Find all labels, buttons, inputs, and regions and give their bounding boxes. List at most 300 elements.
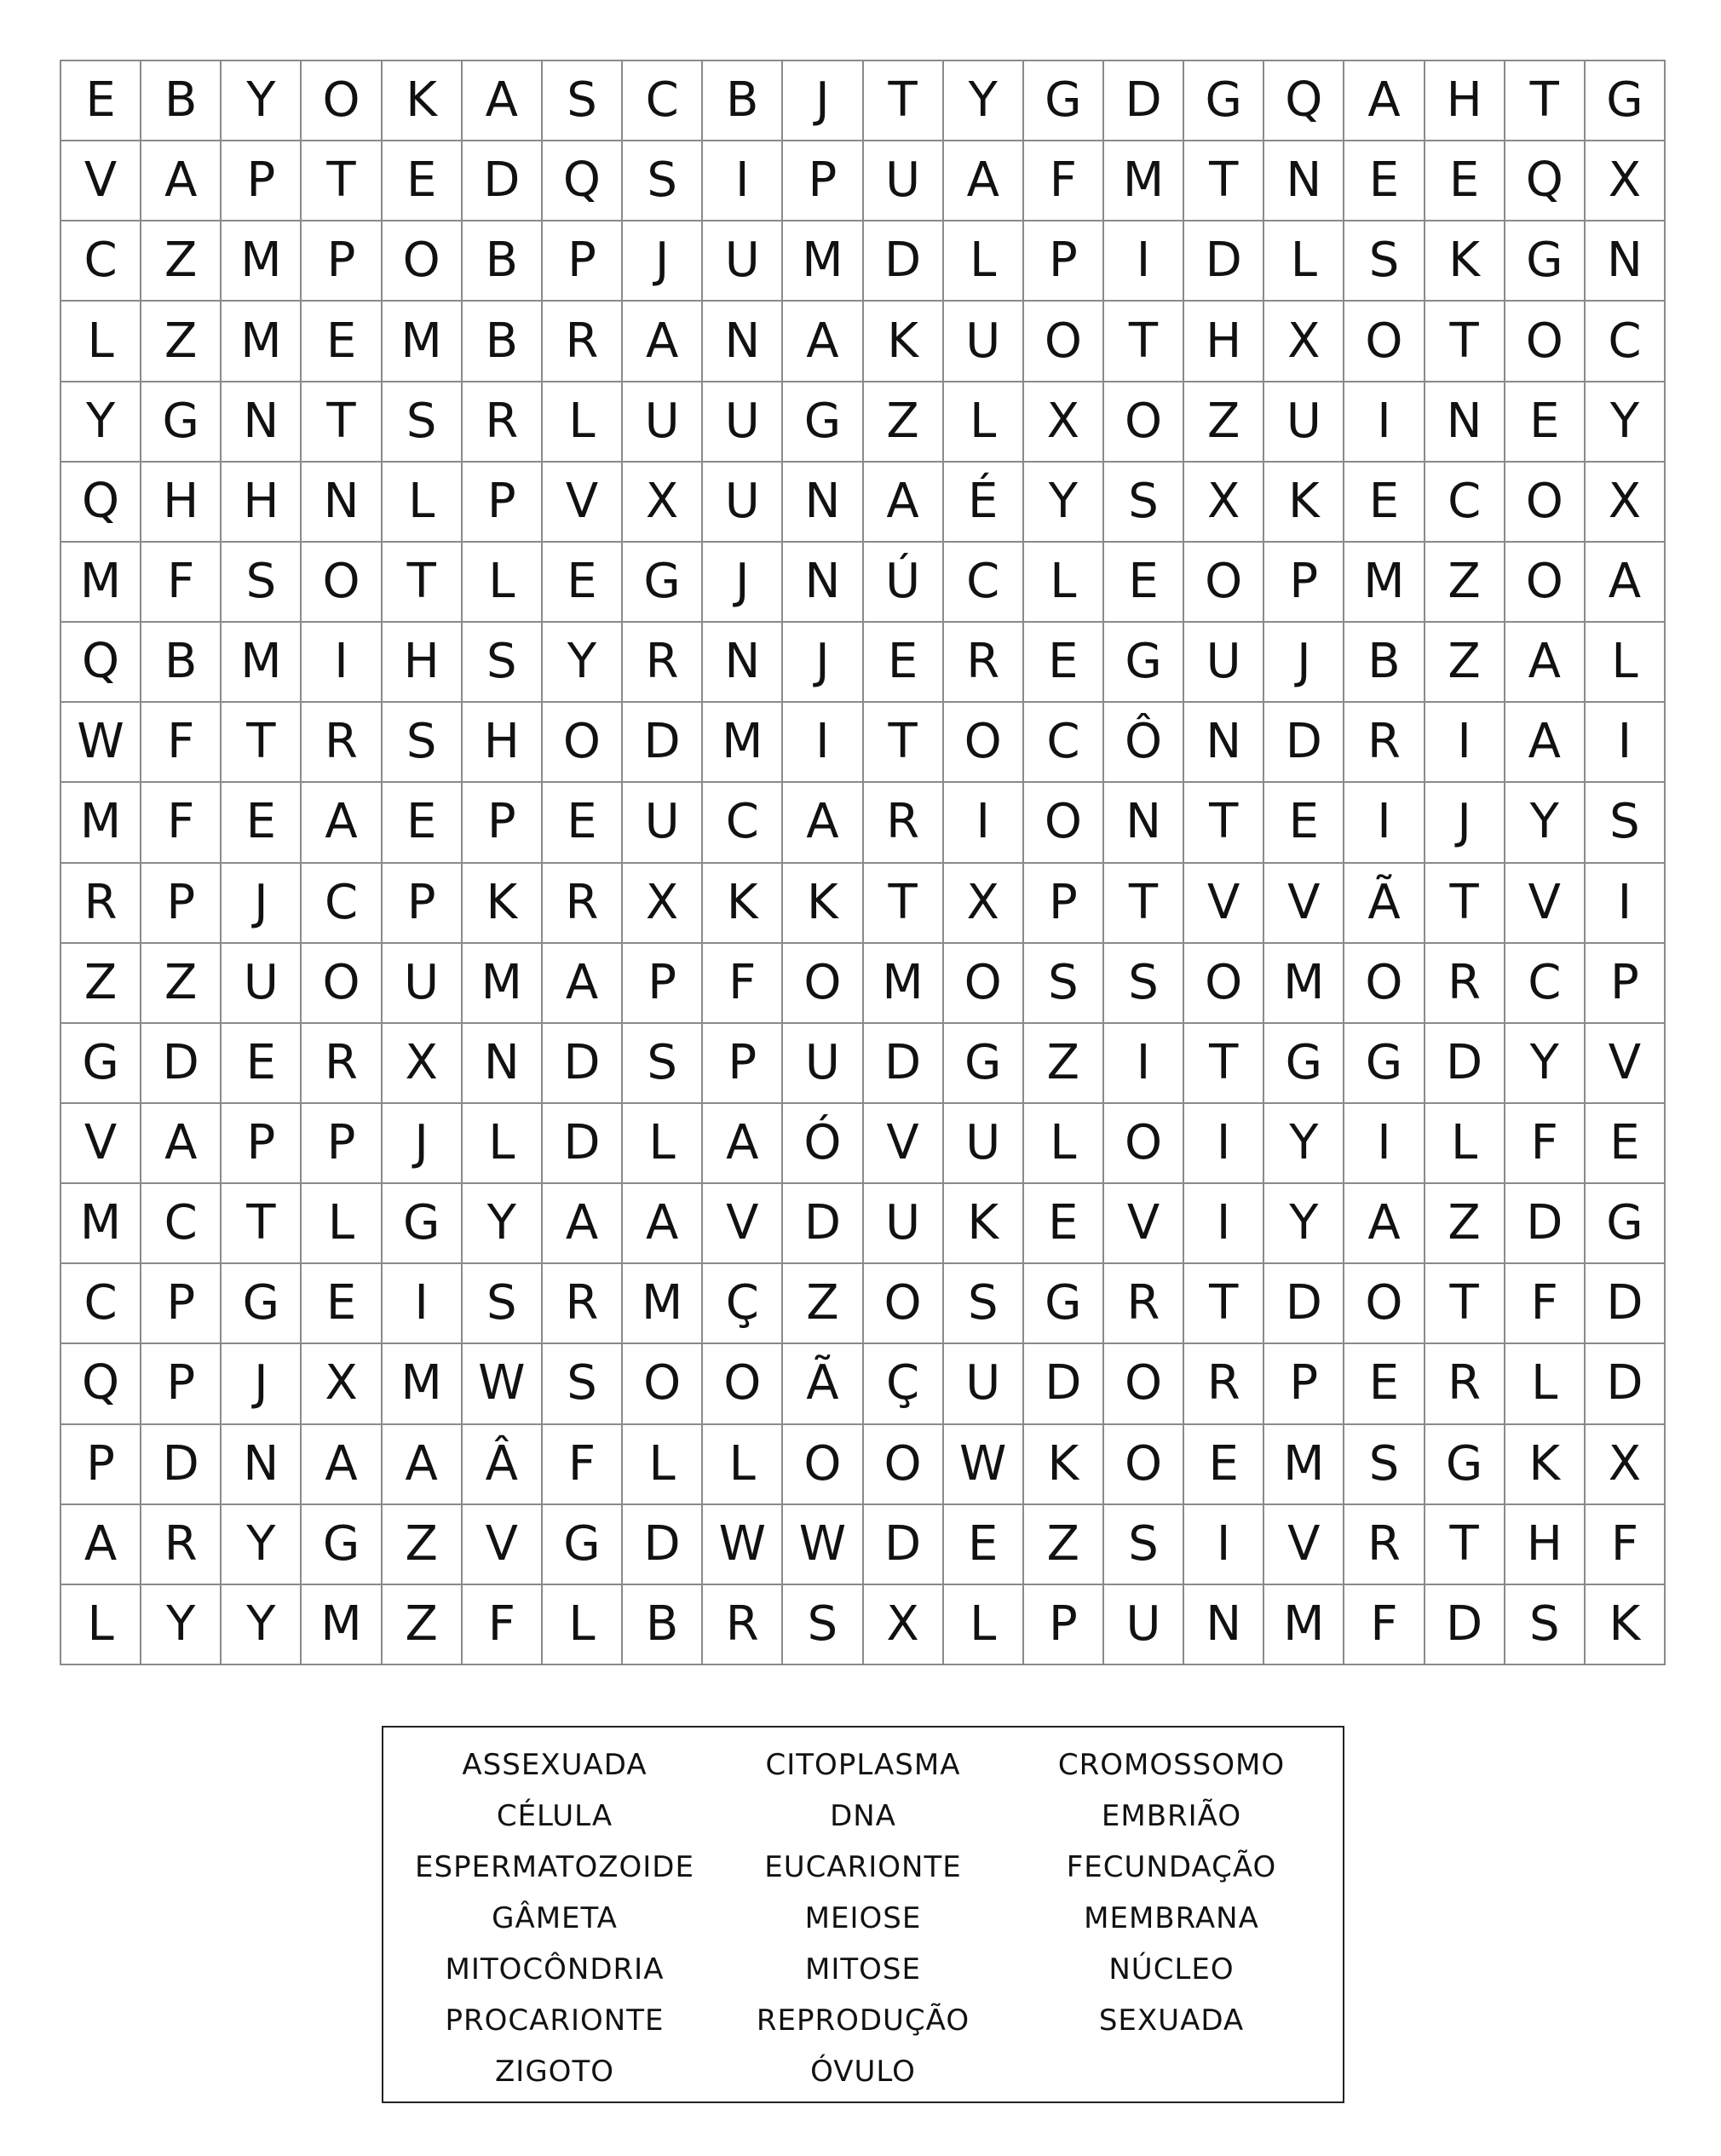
grid-cell[interactable]: F: [463, 1585, 543, 1665]
grid-cell[interactable]: A: [623, 302, 703, 382]
grid-cell[interactable]: X: [1024, 382, 1104, 463]
grid-cell[interactable]: I: [783, 703, 863, 783]
grid-cell[interactable]: U: [1264, 382, 1344, 463]
grid-cell[interactable]: S: [463, 1264, 543, 1344]
grid-cell[interactable]: O: [302, 543, 382, 623]
grid-cell[interactable]: G: [1505, 221, 1586, 302]
grid-cell[interactable]: N: [1184, 703, 1264, 783]
grid-cell[interactable]: T: [1104, 864, 1184, 944]
grid-cell[interactable]: S: [383, 382, 463, 463]
grid-cell[interactable]: N: [1425, 382, 1505, 463]
grid-cell[interactable]: M: [463, 944, 543, 1024]
grid-cell[interactable]: F: [1344, 1585, 1425, 1665]
grid-cell[interactable]: Y: [463, 1184, 543, 1264]
grid-cell[interactable]: E: [1264, 783, 1344, 863]
grid-cell[interactable]: I: [944, 783, 1024, 863]
grid-cell[interactable]: V: [1505, 864, 1586, 944]
grid-cell[interactable]: M: [864, 944, 944, 1024]
grid-cell[interactable]: P: [703, 1024, 783, 1104]
grid-cell[interactable]: T: [222, 703, 302, 783]
grid-cell[interactable]: H: [383, 623, 463, 703]
grid-cell[interactable]: O: [1344, 944, 1425, 1024]
grid-cell[interactable]: D: [1505, 1184, 1586, 1264]
grid-cell[interactable]: F: [543, 1425, 623, 1505]
grid-cell[interactable]: T: [864, 703, 944, 783]
grid-cell[interactable]: L: [944, 221, 1024, 302]
grid-cell[interactable]: Ã: [783, 1344, 863, 1424]
grid-cell[interactable]: V: [1264, 864, 1344, 944]
grid-cell[interactable]: L: [383, 463, 463, 543]
grid-cell[interactable]: T: [1184, 141, 1264, 221]
grid-cell[interactable]: O: [1184, 944, 1264, 1024]
grid-cell[interactable]: D: [1425, 1585, 1505, 1665]
grid-cell[interactable]: P: [623, 944, 703, 1024]
grid-cell[interactable]: D: [1264, 1264, 1344, 1344]
grid-cell[interactable]: Y: [1024, 463, 1104, 543]
grid-cell[interactable]: M: [1264, 1585, 1344, 1665]
grid-cell[interactable]: I: [1184, 1184, 1264, 1264]
grid-cell[interactable]: I: [1104, 221, 1184, 302]
grid-cell[interactable]: E: [944, 1505, 1024, 1585]
grid-cell[interactable]: C: [703, 783, 783, 863]
grid-cell[interactable]: W: [61, 703, 141, 783]
grid-cell[interactable]: V: [61, 141, 141, 221]
grid-cell[interactable]: O: [1505, 543, 1586, 623]
grid-cell[interactable]: O: [864, 1264, 944, 1344]
grid-cell[interactable]: E: [383, 141, 463, 221]
grid-cell[interactable]: N: [1104, 783, 1184, 863]
grid-cell[interactable]: U: [703, 382, 783, 463]
grid-cell[interactable]: C: [61, 221, 141, 302]
grid-cell[interactable]: Z: [783, 1264, 863, 1344]
grid-cell[interactable]: D: [141, 1024, 222, 1104]
grid-cell[interactable]: W: [463, 1344, 543, 1424]
grid-cell[interactable]: K: [1586, 1585, 1666, 1665]
grid-cell[interactable]: M: [1104, 141, 1184, 221]
grid-cell[interactable]: R: [302, 1024, 382, 1104]
grid-cell[interactable]: X: [864, 1585, 944, 1665]
grid-cell[interactable]: M: [61, 1184, 141, 1264]
grid-cell[interactable]: K: [703, 864, 783, 944]
grid-cell[interactable]: V: [1184, 864, 1264, 944]
grid-cell[interactable]: A: [623, 1184, 703, 1264]
grid-cell[interactable]: N: [783, 463, 863, 543]
grid-cell[interactable]: T: [302, 382, 382, 463]
grid-cell[interactable]: A: [703, 1104, 783, 1184]
grid-cell[interactable]: U: [623, 783, 703, 863]
grid-cell[interactable]: O: [623, 1344, 703, 1424]
grid-cell[interactable]: B: [1344, 623, 1425, 703]
grid-cell[interactable]: Q: [61, 463, 141, 543]
grid-cell[interactable]: T: [383, 543, 463, 623]
grid-cell[interactable]: Ó: [783, 1104, 863, 1184]
grid-cell[interactable]: O: [1505, 302, 1586, 382]
grid-cell[interactable]: L: [302, 1184, 382, 1264]
grid-cell[interactable]: P: [1024, 221, 1104, 302]
grid-cell[interactable]: P: [302, 221, 382, 302]
grid-cell[interactable]: A: [864, 463, 944, 543]
grid-cell[interactable]: N: [463, 1024, 543, 1104]
grid-cell[interactable]: L: [463, 543, 543, 623]
grid-cell[interactable]: O: [302, 61, 382, 141]
grid-cell[interactable]: J: [1264, 623, 1344, 703]
grid-cell[interactable]: E: [61, 61, 141, 141]
grid-cell[interactable]: K: [944, 1184, 1024, 1264]
grid-cell[interactable]: O: [383, 221, 463, 302]
grid-cell[interactable]: Y: [543, 623, 623, 703]
grid-cell[interactable]: P: [1264, 543, 1344, 623]
grid-cell[interactable]: G: [1184, 61, 1264, 141]
grid-cell[interactable]: U: [703, 463, 783, 543]
grid-cell[interactable]: S: [463, 623, 543, 703]
grid-cell[interactable]: A: [543, 944, 623, 1024]
grid-cell[interactable]: Y: [1505, 783, 1586, 863]
grid-cell[interactable]: O: [1104, 382, 1184, 463]
grid-cell[interactable]: X: [1264, 302, 1344, 382]
grid-cell[interactable]: F: [703, 944, 783, 1024]
grid-cell[interactable]: F: [141, 543, 222, 623]
grid-cell[interactable]: K: [383, 61, 463, 141]
grid-cell[interactable]: C: [1505, 944, 1586, 1024]
grid-cell[interactable]: P: [61, 1425, 141, 1505]
grid-cell[interactable]: P: [222, 1104, 302, 1184]
grid-cell[interactable]: S: [623, 141, 703, 221]
grid-cell[interactable]: Y: [1505, 1024, 1586, 1104]
grid-cell[interactable]: U: [1104, 1585, 1184, 1665]
grid-cell[interactable]: P: [1586, 944, 1666, 1024]
grid-cell[interactable]: Y: [1264, 1104, 1344, 1184]
grid-cell[interactable]: Q: [1264, 61, 1344, 141]
grid-cell[interactable]: V: [703, 1184, 783, 1264]
grid-cell[interactable]: K: [463, 864, 543, 944]
grid-cell[interactable]: F: [1586, 1505, 1666, 1585]
grid-cell[interactable]: N: [302, 463, 382, 543]
grid-cell[interactable]: S: [1586, 783, 1666, 863]
grid-cell[interactable]: Z: [1184, 382, 1264, 463]
grid-cell[interactable]: F: [141, 783, 222, 863]
grid-cell[interactable]: H: [222, 463, 302, 543]
grid-cell[interactable]: G: [783, 382, 863, 463]
grid-cell[interactable]: Y: [1264, 1184, 1344, 1264]
grid-cell[interactable]: W: [783, 1505, 863, 1585]
grid-cell[interactable]: Z: [1024, 1505, 1104, 1585]
grid-cell[interactable]: C: [1024, 703, 1104, 783]
grid-cell[interactable]: E: [543, 543, 623, 623]
grid-cell[interactable]: E: [1344, 1344, 1425, 1424]
grid-cell[interactable]: R: [1344, 703, 1425, 783]
grid-cell[interactable]: R: [1344, 1505, 1425, 1585]
grid-cell[interactable]: A: [1586, 543, 1666, 623]
grid-cell[interactable]: M: [61, 543, 141, 623]
grid-cell[interactable]: A: [543, 1184, 623, 1264]
grid-cell[interactable]: N: [783, 543, 863, 623]
grid-cell[interactable]: E: [864, 623, 944, 703]
grid-cell[interactable]: D: [1104, 61, 1184, 141]
grid-cell[interactable]: S: [222, 543, 302, 623]
grid-cell[interactable]: S: [383, 703, 463, 783]
grid-cell[interactable]: V: [543, 463, 623, 543]
grid-cell[interactable]: P: [141, 1264, 222, 1344]
grid-cell[interactable]: G: [141, 382, 222, 463]
grid-cell[interactable]: O: [1104, 1425, 1184, 1505]
grid-cell[interactable]: L: [543, 382, 623, 463]
grid-cell[interactable]: I: [1184, 1505, 1264, 1585]
grid-cell[interactable]: A: [463, 61, 543, 141]
grid-cell[interactable]: J: [222, 864, 302, 944]
grid-cell[interactable]: Y: [61, 382, 141, 463]
grid-cell[interactable]: Ú: [864, 543, 944, 623]
grid-cell[interactable]: K: [1505, 1425, 1586, 1505]
grid-cell[interactable]: T: [302, 141, 382, 221]
grid-cell[interactable]: Y: [1586, 382, 1666, 463]
grid-cell[interactable]: Y: [222, 61, 302, 141]
grid-cell[interactable]: M: [383, 302, 463, 382]
grid-cell[interactable]: Z: [383, 1585, 463, 1665]
grid-cell[interactable]: E: [1024, 1184, 1104, 1264]
grid-cell[interactable]: W: [703, 1505, 783, 1585]
grid-cell[interactable]: C: [944, 543, 1024, 623]
grid-cell[interactable]: S: [1344, 221, 1425, 302]
grid-cell[interactable]: G: [61, 1024, 141, 1104]
grid-cell[interactable]: L: [1024, 543, 1104, 623]
grid-cell[interactable]: O: [1104, 1344, 1184, 1424]
grid-cell[interactable]: I: [383, 1264, 463, 1344]
grid-cell[interactable]: P: [463, 463, 543, 543]
grid-cell[interactable]: J: [1425, 783, 1505, 863]
grid-cell[interactable]: S: [543, 61, 623, 141]
grid-cell[interactable]: P: [302, 1104, 382, 1184]
grid-cell[interactable]: D: [864, 221, 944, 302]
grid-cell[interactable]: G: [383, 1184, 463, 1264]
grid-cell[interactable]: C: [61, 1264, 141, 1344]
grid-cell[interactable]: O: [783, 1425, 863, 1505]
grid-cell[interactable]: D: [623, 1505, 703, 1585]
grid-cell[interactable]: L: [1505, 1344, 1586, 1424]
grid-cell[interactable]: R: [61, 864, 141, 944]
grid-cell[interactable]: N: [1586, 221, 1666, 302]
grid-cell[interactable]: A: [1344, 61, 1425, 141]
grid-cell[interactable]: E: [1425, 141, 1505, 221]
grid-cell[interactable]: E: [1344, 463, 1425, 543]
grid-cell[interactable]: N: [222, 1425, 302, 1505]
grid-cell[interactable]: A: [141, 1104, 222, 1184]
grid-cell[interactable]: X: [383, 1024, 463, 1104]
grid-cell[interactable]: U: [864, 141, 944, 221]
grid-cell[interactable]: D: [463, 141, 543, 221]
grid-cell[interactable]: Y: [141, 1585, 222, 1665]
grid-cell[interactable]: X: [1184, 463, 1264, 543]
grid-cell[interactable]: R: [1425, 1344, 1505, 1424]
grid-cell[interactable]: G: [1024, 61, 1104, 141]
grid-cell[interactable]: T: [1184, 1264, 1264, 1344]
grid-cell[interactable]: Q: [61, 623, 141, 703]
grid-cell[interactable]: E: [383, 783, 463, 863]
grid-cell[interactable]: M: [783, 221, 863, 302]
grid-cell[interactable]: L: [1024, 1104, 1104, 1184]
grid-cell[interactable]: J: [222, 1344, 302, 1424]
grid-cell[interactable]: T: [1425, 1264, 1505, 1344]
grid-cell[interactable]: E: [1505, 382, 1586, 463]
grid-cell[interactable]: D: [543, 1024, 623, 1104]
grid-cell[interactable]: U: [383, 944, 463, 1024]
grid-cell[interactable]: I: [1586, 864, 1666, 944]
grid-cell[interactable]: L: [944, 1585, 1024, 1665]
grid-cell[interactable]: O: [944, 703, 1024, 783]
grid-cell[interactable]: P: [383, 864, 463, 944]
grid-cell[interactable]: U: [222, 944, 302, 1024]
grid-cell[interactable]: M: [703, 703, 783, 783]
grid-cell[interactable]: L: [1425, 1104, 1505, 1184]
grid-cell[interactable]: M: [1264, 944, 1344, 1024]
grid-cell[interactable]: O: [302, 944, 382, 1024]
grid-cell[interactable]: F: [1505, 1264, 1586, 1344]
grid-cell[interactable]: Y: [222, 1585, 302, 1665]
grid-cell[interactable]: Â: [463, 1425, 543, 1505]
grid-cell[interactable]: O: [783, 944, 863, 1024]
grid-cell[interactable]: L: [703, 1425, 783, 1505]
grid-cell[interactable]: D: [783, 1184, 863, 1264]
grid-cell[interactable]: G: [1104, 623, 1184, 703]
grid-cell[interactable]: E: [302, 302, 382, 382]
grid-cell[interactable]: P: [783, 141, 863, 221]
grid-cell[interactable]: M: [1344, 543, 1425, 623]
grid-cell[interactable]: Ç: [703, 1264, 783, 1344]
grid-cell[interactable]: E: [1184, 1425, 1264, 1505]
grid-cell[interactable]: H: [1425, 61, 1505, 141]
grid-cell[interactable]: C: [302, 864, 382, 944]
grid-cell[interactable]: G: [944, 1024, 1024, 1104]
grid-cell[interactable]: Q: [543, 141, 623, 221]
grid-cell[interactable]: S: [543, 1344, 623, 1424]
grid-cell[interactable]: O: [1505, 463, 1586, 543]
grid-cell[interactable]: C: [623, 61, 703, 141]
grid-cell[interactable]: U: [864, 1184, 944, 1264]
grid-cell[interactable]: N: [1184, 1585, 1264, 1665]
grid-cell[interactable]: D: [1184, 221, 1264, 302]
grid-cell[interactable]: Z: [141, 302, 222, 382]
grid-cell[interactable]: I: [703, 141, 783, 221]
grid-cell[interactable]: D: [1024, 1344, 1104, 1424]
grid-cell[interactable]: O: [1024, 783, 1104, 863]
grid-cell[interactable]: Z: [383, 1505, 463, 1585]
grid-cell[interactable]: R: [463, 382, 543, 463]
grid-cell[interactable]: R: [1184, 1344, 1264, 1424]
grid-cell[interactable]: K: [1425, 221, 1505, 302]
grid-cell[interactable]: G: [1586, 1184, 1666, 1264]
grid-cell[interactable]: I: [1104, 1024, 1184, 1104]
grid-cell[interactable]: A: [141, 141, 222, 221]
grid-cell[interactable]: X: [944, 864, 1024, 944]
grid-cell[interactable]: E: [1024, 623, 1104, 703]
grid-cell[interactable]: O: [944, 944, 1024, 1024]
grid-cell[interactable]: A: [1505, 703, 1586, 783]
grid-cell[interactable]: V: [1264, 1505, 1344, 1585]
grid-cell[interactable]: G: [1264, 1024, 1344, 1104]
grid-cell[interactable]: I: [1586, 703, 1666, 783]
grid-cell[interactable]: D: [543, 1104, 623, 1184]
grid-cell[interactable]: T: [1425, 864, 1505, 944]
grid-cell[interactable]: D: [1586, 1344, 1666, 1424]
grid-cell[interactable]: R: [141, 1505, 222, 1585]
grid-cell[interactable]: R: [543, 864, 623, 944]
grid-cell[interactable]: A: [302, 1425, 382, 1505]
grid-cell[interactable]: Y: [944, 61, 1024, 141]
grid-cell[interactable]: U: [703, 221, 783, 302]
grid-cell[interactable]: T: [222, 1184, 302, 1264]
grid-cell[interactable]: I: [1425, 703, 1505, 783]
grid-cell[interactable]: J: [383, 1104, 463, 1184]
grid-cell[interactable]: M: [623, 1264, 703, 1344]
grid-cell[interactable]: A: [783, 783, 863, 863]
grid-cell[interactable]: N: [703, 623, 783, 703]
grid-cell[interactable]: G: [1586, 61, 1666, 141]
grid-cell[interactable]: T: [1425, 1505, 1505, 1585]
grid-cell[interactable]: H: [463, 703, 543, 783]
grid-cell[interactable]: S: [944, 1264, 1024, 1344]
grid-cell[interactable]: N: [703, 302, 783, 382]
grid-cell[interactable]: X: [623, 463, 703, 543]
grid-cell[interactable]: U: [944, 1344, 1024, 1424]
grid-cell[interactable]: P: [543, 221, 623, 302]
grid-cell[interactable]: V: [1104, 1184, 1184, 1264]
grid-cell[interactable]: Z: [1425, 1184, 1505, 1264]
grid-cell[interactable]: P: [1024, 1585, 1104, 1665]
grid-cell[interactable]: T: [1104, 302, 1184, 382]
grid-cell[interactable]: B: [703, 61, 783, 141]
grid-cell[interactable]: B: [141, 623, 222, 703]
grid-cell[interactable]: C: [141, 1184, 222, 1264]
grid-cell[interactable]: M: [222, 221, 302, 302]
grid-cell[interactable]: O: [864, 1425, 944, 1505]
grid-cell[interactable]: S: [1104, 1505, 1184, 1585]
grid-cell[interactable]: T: [864, 61, 944, 141]
grid-cell[interactable]: A: [1344, 1184, 1425, 1264]
grid-cell[interactable]: S: [1104, 944, 1184, 1024]
grid-cell[interactable]: O: [1344, 1264, 1425, 1344]
grid-cell[interactable]: D: [1425, 1024, 1505, 1104]
grid-cell[interactable]: Y: [222, 1505, 302, 1585]
grid-cell[interactable]: X: [623, 864, 703, 944]
grid-cell[interactable]: H: [1505, 1505, 1586, 1585]
grid-cell[interactable]: L: [623, 1104, 703, 1184]
grid-cell[interactable]: J: [783, 61, 863, 141]
grid-cell[interactable]: V: [864, 1104, 944, 1184]
grid-cell[interactable]: S: [1344, 1425, 1425, 1505]
grid-cell[interactable]: M: [302, 1585, 382, 1665]
grid-cell[interactable]: I: [1184, 1104, 1264, 1184]
grid-cell[interactable]: N: [1264, 141, 1344, 221]
grid-cell[interactable]: U: [1184, 623, 1264, 703]
grid-cell[interactable]: A: [383, 1425, 463, 1505]
grid-cell[interactable]: L: [543, 1585, 623, 1665]
grid-cell[interactable]: C: [1425, 463, 1505, 543]
grid-cell[interactable]: O: [1104, 1104, 1184, 1184]
grid-cell[interactable]: É: [944, 463, 1024, 543]
grid-cell[interactable]: G: [1344, 1024, 1425, 1104]
grid-cell[interactable]: T: [1184, 1024, 1264, 1104]
grid-cell[interactable]: P: [141, 864, 222, 944]
grid-cell[interactable]: K: [1024, 1425, 1104, 1505]
grid-cell[interactable]: V: [463, 1505, 543, 1585]
grid-cell[interactable]: D: [623, 703, 703, 783]
grid-cell[interactable]: S: [1104, 463, 1184, 543]
grid-cell[interactable]: P: [463, 783, 543, 863]
grid-cell[interactable]: S: [1505, 1585, 1586, 1665]
grid-cell[interactable]: R: [543, 302, 623, 382]
grid-cell[interactable]: A: [61, 1505, 141, 1585]
grid-cell[interactable]: V: [61, 1104, 141, 1184]
grid-cell[interactable]: B: [463, 221, 543, 302]
